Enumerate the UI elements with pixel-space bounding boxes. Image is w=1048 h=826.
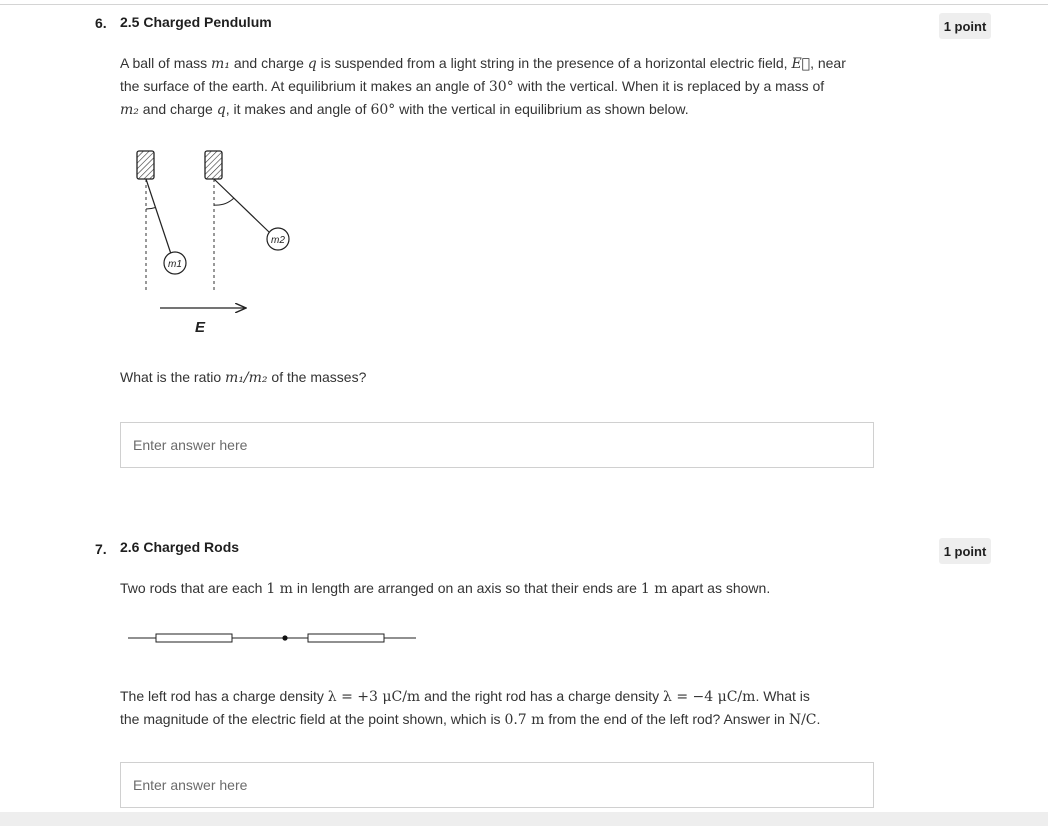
left-string	[146, 179, 171, 254]
rods-diagram	[0, 620, 440, 656]
question-prompt: What is the ratio m₁/m₂ of the masses?	[120, 369, 367, 386]
text-line: m₂ and charge q, it makes and angle of 60° with the vertical in equilibrium as shown below.	[120, 101, 689, 118]
mass-1-label: m1	[168, 259, 182, 270]
field-point	[282, 635, 287, 640]
bottom-scroll-band	[0, 812, 1048, 826]
question-number: 7.	[95, 541, 107, 557]
right-angle-arc	[214, 198, 234, 205]
question-title: 2.5 Charged Pendulum	[120, 14, 272, 30]
right-string	[214, 179, 269, 232]
pendulum-diagram	[0, 0, 400, 345]
question-number: 6.	[95, 15, 107, 31]
question-text: Two rods that are each 1 m in length are arranged on an axis so that their ends are 1 m apart as shown.	[120, 580, 771, 597]
points-badge: 1 point	[939, 538, 991, 564]
mass-2-label: m2	[271, 235, 285, 246]
left-support	[137, 151, 154, 179]
left-rod	[156, 634, 232, 642]
right-support	[205, 151, 222, 179]
question-prompt: The left rod has a charge density λ = +3 μC/m and the right rod has a charge density λ = −4 μC/m. What is the magnitude of the electric field at the point shown, which is 0.7 m from the end of the left rod? Answer in N/C.	[120, 688, 821, 728]
points-badge: 1 point	[939, 13, 991, 39]
right-rod	[308, 634, 384, 642]
question-title: 2.6 Charged Rods	[120, 539, 240, 555]
left-angle-arc	[146, 208, 156, 210]
answer-input-q7[interactable]	[120, 762, 874, 808]
answer-input-q6[interactable]	[120, 422, 874, 468]
text-line: the surface of the earth. At equilibrium it makes an angle of 30° with the vertical. When it is replaced by a mass of	[120, 78, 825, 95]
text-line: A ball of mass m₁ and charge q is suspended from a light string in the presence of a horizontal electric field, E⃗, near	[120, 55, 846, 72]
electric-field-label: E	[194, 319, 206, 336]
